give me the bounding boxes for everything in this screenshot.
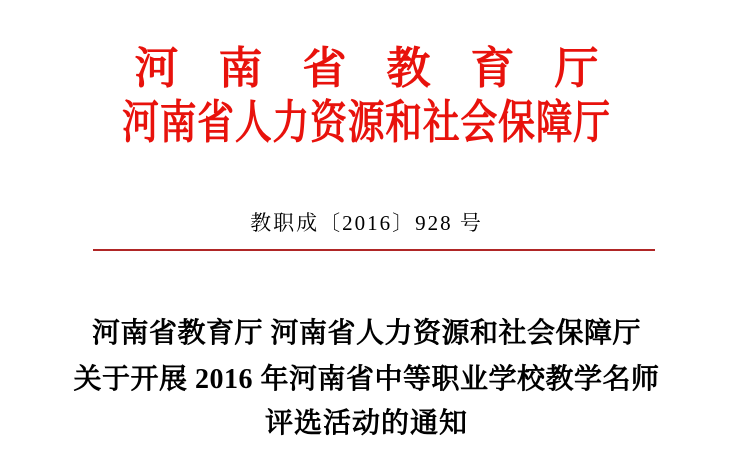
document-number: 教职成〔2016〕928 号 xyxy=(250,211,483,235)
document-title-line-1: 河南省教育厅 河南省人力资源和社会保障厅 xyxy=(91,318,641,349)
letterhead-divider-rule xyxy=(93,249,655,251)
letterhead-agency-1: 河南省教育厅 xyxy=(134,44,639,93)
document-title-line-3: 评选活动的通知 xyxy=(264,408,468,439)
document-title-line-2: 关于开展 2016 年河南省中等职业学校教学名师 xyxy=(73,364,660,395)
letterhead-agency-2: 河南省人力资源和社会保障厅 xyxy=(122,97,611,148)
